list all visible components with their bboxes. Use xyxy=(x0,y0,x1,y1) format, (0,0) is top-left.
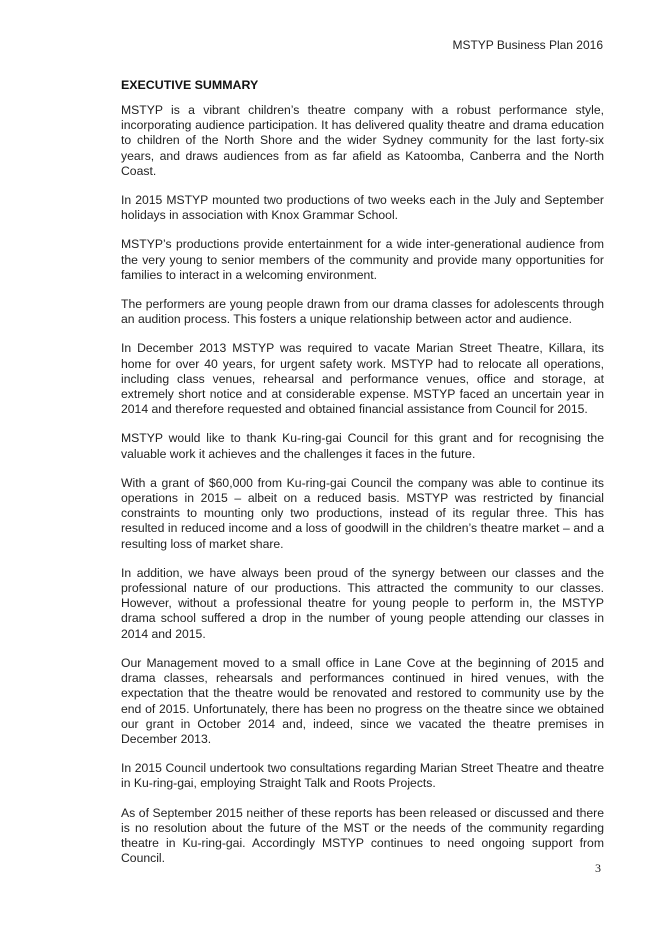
paragraph: As of September 2015 neither of these reports has been released or discussed and there is no resolution about the future of the MST or the needs of the community regarding theatre in Ku-ring-gai. Accordingly MSTYP continues to need ongoing support from Council. xyxy=(121,805,604,866)
paragraph: In 2015 MSTYP mounted two productions of two weeks each in the July and September holidays in association with Knox Grammar School. xyxy=(121,193,604,223)
page-number: 3 xyxy=(595,861,601,875)
section-heading: EXECUTIVE SUMMARY xyxy=(121,78,259,92)
paragraph: MSTYP’s productions provide entertainment for a wide inter-generational audience from the very young to senior members of the community and provide many opportunities for families to interact in a welcoming environment. xyxy=(121,237,604,282)
paragraph: Our Management moved to a small office in Lane Cove at the beginning of 2015 and drama classes, rehearsals and performances continued in hired venues, with the expectation that the theatre would be renovated and restored to community use by the end of 2015. Unfortunately, there has been no progress on the theatre since we obtained our grant in October 2014 and, indeed, since we vacated the theatre premises in December 2013. xyxy=(121,655,604,746)
paragraph: MSTYP would like to thank Ku-ring-gai Council for this grant and for recognising the valuable work it achieves and the challenges it faces in the future. xyxy=(121,431,604,461)
paragraph: With a grant of $60,000 from Ku-ring-gai Council the company was able to continue its operations in 2015 – albeit on a reduced basis. MSTYP was restricted by financial constraints to mounting only two productions, instead of its regular three. This has resulted in reduced income and a loss of goodwill in the children’s theatre market – and a resulting loss of market share. xyxy=(121,475,604,551)
paragraph: The performers are young people drawn from our drama classes for adolescents through an audition process. This fosters a unique relationship between actor and audience. xyxy=(121,297,604,327)
paragraph: In December 2013 MSTYP was required to vacate Marian Street Theatre, Killara, its home for over 40 years, for urgent safety work. MSTYP had to relocate all operations, including class venues, rehearsal and performance venues, office and storage, at extremely short notice and at considerable expense. MSTYP faced an uncertain year in 2014 and therefore requested and obtained financial assistance from Council for 2015. xyxy=(121,341,604,417)
paragraph: In addition, we have always been proud of the synergy between our classes and the professional nature of our productions. This attracted the community to our classes. However, without a professional theatre for young people to perform in, the MSTYP drama school suffered a drop in the number of young people attending our classes in 2014 and 2015. xyxy=(121,565,604,641)
paragraph: MSTYP is a vibrant children’s theatre company with a robust performance style, incorporating audience participation. It has delivered quality theatre and drama education to children of the North Shore and the wider Sydney community for the last forty-six years, and draws audiences from as far afield as Katoomba, Canberra and the North Coast. xyxy=(121,103,604,178)
running-header: MSTYP Business Plan 2016 xyxy=(452,38,603,52)
executive-summary-section xyxy=(121,78,604,880)
paragraph: In 2015 Council undertook two consultations regarding Marian Street Theatre and theatre in Ku-ring-gai, employing Straight Talk and Roots Projects. xyxy=(121,761,604,791)
